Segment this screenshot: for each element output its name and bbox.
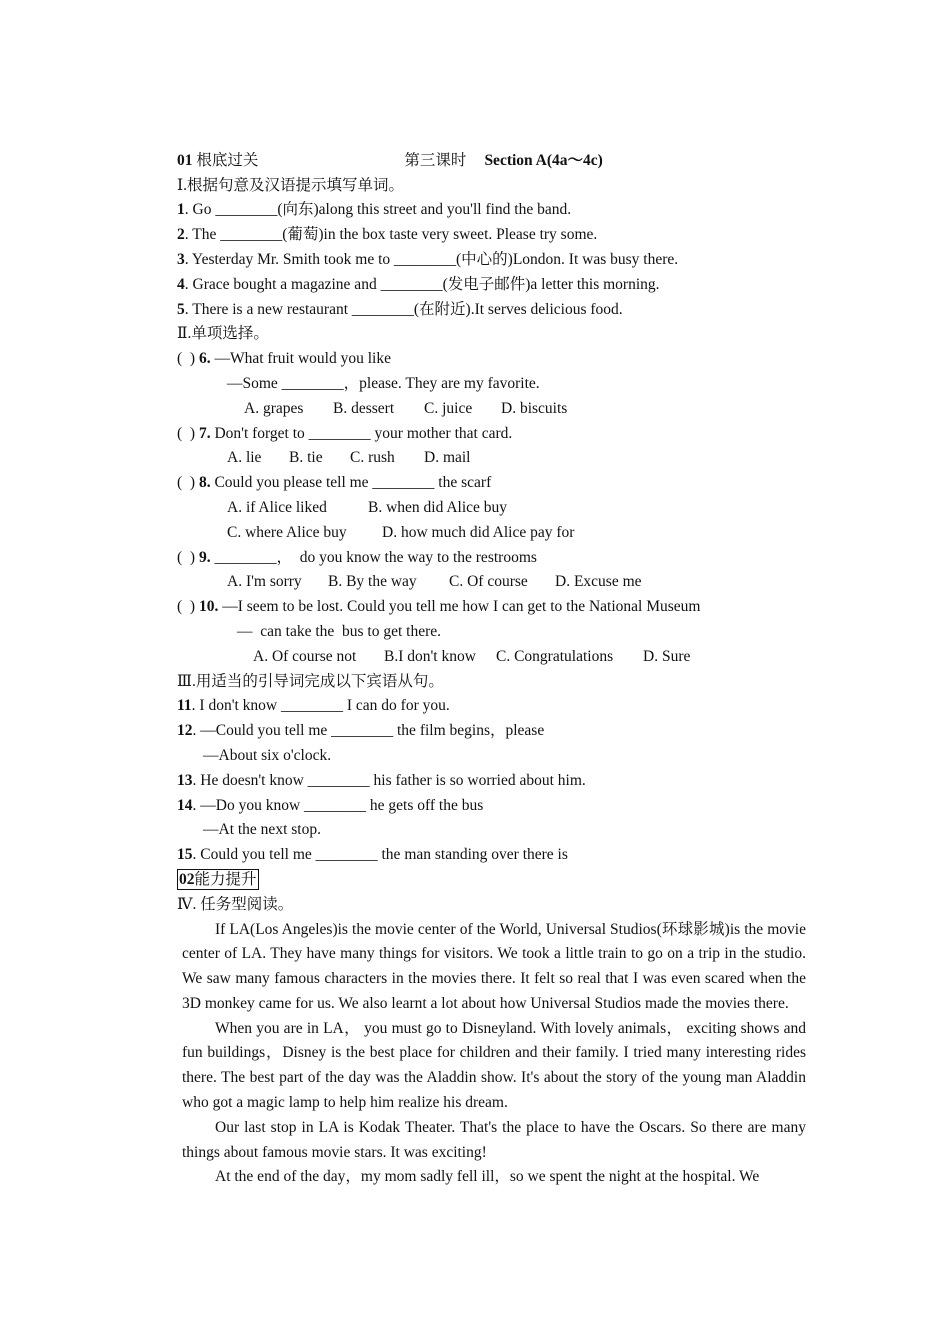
- choice-question-6: ( ) 6. —What fruit would you like: [177, 350, 391, 368]
- part4-heading: Ⅳ. 任务型阅读。: [177, 895, 294, 913]
- option-c: C. where Alice buy: [227, 523, 347, 541]
- option-c: C. rush: [350, 449, 395, 467]
- choice-question-6-line2: —Some ________，please. They are my favorite.: [227, 374, 540, 392]
- fill-item-4: 4. Grace bought a magazine and ________(发电子邮件)a letter this morning.: [177, 275, 660, 293]
- choice-question-10-options: [177, 645, 817, 670]
- option-d: D. how much did Alice pay for: [382, 523, 575, 541]
- clause-item-11: 11. I don't know ________ I can do for you.: [177, 697, 450, 715]
- part1-heading: Ⅰ.根据句意及汉语提示填写单词。: [177, 176, 404, 194]
- fill-item-5: 5. There is a new restaurant ________(在附近).It serves delicious food.: [177, 300, 623, 318]
- clause-item-12-answer: —About six o'clock.: [203, 746, 332, 764]
- clause-item-12: 12. —Could you tell me ________ the film begins，please: [177, 722, 545, 740]
- option-a: A. lie: [227, 449, 262, 467]
- passage-paragraph-2: When you are in LA， you must go to Disneyland. With lovely animals， exciting shows and fun buildings，Disney is the best place for children and their family. I tried many interesting rides there. The best part of the day was the Aladdin show. It's about the story of the young man Aladdin who got a magic lamp to help him realize his dream.: [182, 1019, 806, 1112]
- part4-title: 能力提升: [194, 870, 257, 888]
- option-d: D. Excuse me: [555, 573, 642, 591]
- choice-question-7-options: [177, 446, 817, 471]
- option-b: B. By the way: [328, 573, 417, 591]
- option-b: B. tie: [289, 449, 323, 467]
- reading-passage: [182, 918, 806, 1191]
- option-a: A. grapes: [244, 399, 304, 417]
- passage-paragraph-1: If LA(Los Angeles)is the movie center of the World, Universal Studios(环球影城)is the movie center of LA. They have many things for visitors. We took a little train to go on a trip in the studio. We saw many famous characters in the movies there. It felt so real that I was even scared when the 3D monkey came for us. We also learnt a lot about how Universal Studios made the movies there.: [182, 920, 806, 1012]
- part4-label-box: [177, 869, 259, 890]
- choice-question-8-options-cd: [177, 521, 817, 546]
- option-a: A. Of course not: [253, 647, 357, 665]
- worksheet-content: [177, 124, 817, 1190]
- part4-number: 02: [179, 870, 195, 888]
- option-a: A. if Alice liked: [227, 498, 327, 516]
- option-d: D. Sure: [643, 647, 691, 665]
- clause-item-13: 13. He doesn't know ________ his father is so worried about him.: [177, 771, 586, 789]
- clause-item-15: 15. Could you tell me ________ the man standing over there is: [177, 846, 568, 864]
- option-d: D. mail: [424, 449, 471, 467]
- choice-question-6-options: [177, 397, 817, 422]
- passage-paragraph-4: At the end of the day，my mom sadly fell ill，so we spent the night at the hospital. We: [215, 1168, 760, 1186]
- lesson-label: 第三课时: [404, 151, 467, 169]
- choice-question-8-options-ab: [177, 496, 817, 521]
- choice-question-9-options: [177, 570, 817, 595]
- fill-item-1: 1. Go ________(向东)along this street and you'll find the band.: [177, 201, 572, 219]
- clause-item-14-answer: —At the next stop.: [203, 821, 321, 839]
- option-c: C. Congratulations: [496, 647, 614, 665]
- option-c: C. Of course: [449, 573, 528, 591]
- part4-label: [177, 868, 817, 893]
- passage-paragraph-3: Our last stop in LA is Kodak Theater. That's the place to have the Oscars. So there are many things about famous movie stars. It was exciting!: [182, 1118, 806, 1161]
- option-b: B. dessert: [333, 399, 395, 417]
- option-c: C. juice: [424, 399, 473, 417]
- choice-question-10: ( ) 10. —I seem to be lost. Could you tell me how I can get to the National Museum: [177, 598, 701, 616]
- choice-question-8: ( ) 8. Could you please tell me ________ the scarf: [177, 474, 492, 492]
- choice-question-9: ( ) 9. ________， do you know the way to the restrooms: [177, 548, 537, 566]
- part3-heading: Ⅲ.用适当的引导词完成以下宾语从句。: [177, 672, 444, 690]
- part1-number: 01: [177, 151, 193, 169]
- part2-heading: Ⅱ.单项选择。: [177, 325, 269, 343]
- choice-question-7: ( ) 7. Don't forget to ________ your mother that card.: [177, 424, 513, 442]
- clause-item-14: 14. —Do you know ________ he gets off the bus: [177, 796, 484, 814]
- part1-title: 根底过关: [196, 151, 259, 169]
- option-d: D. biscuits: [501, 399, 568, 417]
- fill-item-3: 3. Yesterday Mr. Smith took me to ________(中心的)London. It was busy there.: [177, 250, 679, 268]
- section-label: Section A(4a～4c): [484, 151, 603, 169]
- option-a: A. I'm sorry: [227, 573, 302, 591]
- choice-question-10-line2: — can take the bus to get there.: [237, 622, 442, 640]
- option-b: B.I don't know: [384, 647, 476, 665]
- fill-item-2: 2. The ________(葡萄)in the box taste very sweet. Please try some.: [177, 226, 598, 244]
- option-b: B. when did Alice buy: [368, 498, 508, 516]
